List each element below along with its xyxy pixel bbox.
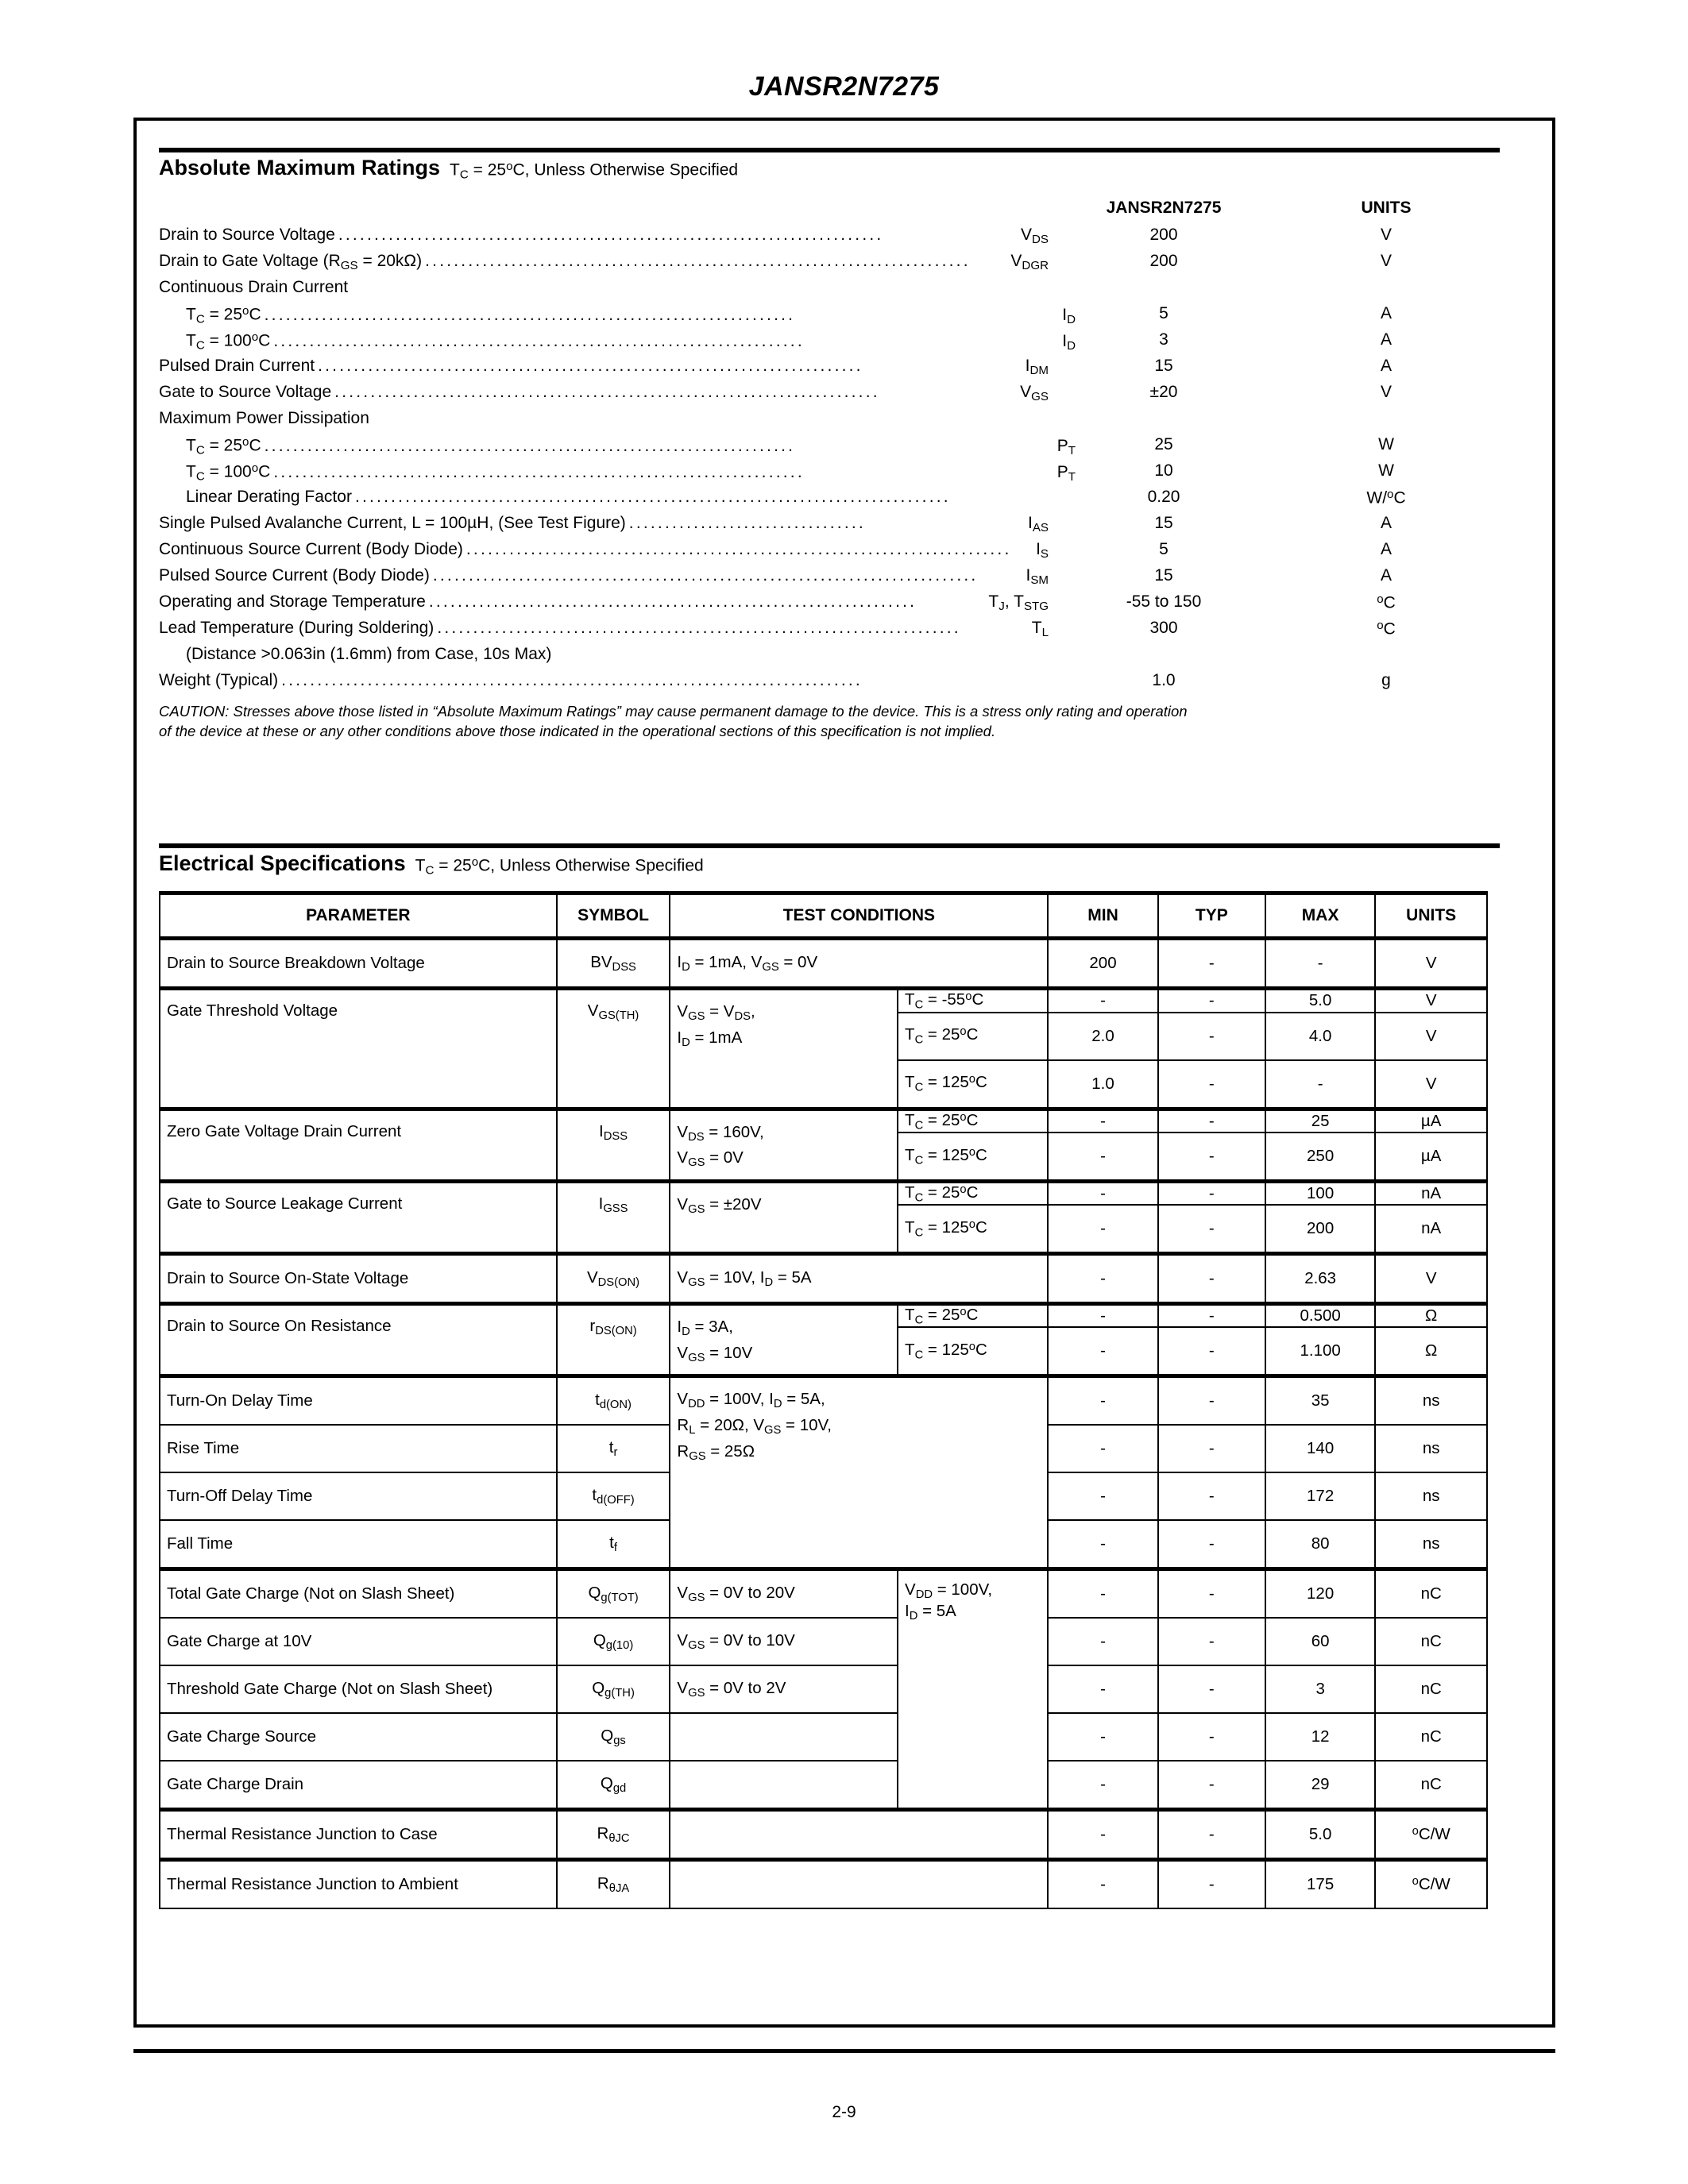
- row-parameter: Thermal Resistance Junction to Ambient: [160, 1860, 557, 1909]
- row-min: -: [1048, 1810, 1157, 1860]
- row-min: 2.0: [1048, 1013, 1157, 1060]
- row-temp-condition: $V_{DD} = 100V$, $I_D = 5A$: [898, 1569, 1048, 1810]
- rating-group-label: [159, 409, 1533, 435]
- row-unit: nC: [1375, 1569, 1487, 1619]
- caution-note: [159, 702, 1509, 741]
- caution-line-1: CAUTION: Stresses above those listed in “Absolute Maximum Ratings” may cause permanent damage to the device. This is a stress only rating and operation: [159, 703, 1188, 720]
- dot-leader: ............................................................................: [465, 541, 1012, 558]
- table-row: [160, 1569, 1487, 1619]
- row-max: 5.0: [1265, 1810, 1375, 1860]
- row-max: 25: [1265, 1109, 1375, 1133]
- row-min: 200: [1048, 939, 1157, 989]
- row-typ: -: [1158, 939, 1265, 989]
- rating-unit: $^o$C: [1377, 592, 1396, 612]
- row-max: 140: [1265, 1425, 1375, 1472]
- row-unit: nC: [1375, 1665, 1487, 1713]
- row-max: 200: [1265, 1205, 1375, 1254]
- rating-label: Operating and Storage Temperature: [159, 592, 426, 612]
- row-max: -: [1265, 1060, 1375, 1109]
- row-typ: -: [1158, 1304, 1265, 1328]
- rating-value: 15: [1154, 566, 1173, 585]
- row-max: 1.100: [1265, 1327, 1375, 1376]
- row-typ: -: [1158, 1327, 1265, 1376]
- row-condition: [670, 1810, 1048, 1860]
- col-parameter: PARAMETER: [160, 893, 557, 939]
- table-row: [160, 939, 1487, 989]
- rating-unit: V: [1380, 383, 1392, 402]
- row-min: -: [1048, 1376, 1157, 1426]
- table-row: [160, 1304, 1487, 1328]
- dot-leader: ..........................................................................: [264, 437, 796, 454]
- row-max: 80: [1265, 1520, 1375, 1569]
- row-condition: $V_{GS} = 0V$ to 10V: [670, 1618, 898, 1665]
- rating-label: Gate to Source Voltage: [159, 383, 332, 402]
- row-parameter: Thermal Resistance Junction to Case: [160, 1810, 557, 1860]
- row-condition: [670, 1761, 898, 1810]
- rating-value: 15: [1154, 357, 1173, 376]
- dot-leader: ..........................................................................: [273, 463, 805, 480]
- rating-row: [159, 592, 1533, 619]
- amr-heading-condition: $T_C = 25^oC$, Unless Otherwise Specified: [450, 159, 739, 182]
- rating-group-label: [159, 278, 1533, 304]
- row-condition: $V_{GS} = \pm 20V$: [670, 1181, 898, 1253]
- rating-symbol: $I_{SM}$: [1026, 566, 1049, 588]
- row-parameter: Rise Time: [160, 1425, 557, 1472]
- rating-row: [159, 252, 1533, 278]
- rating-unit: A: [1380, 357, 1392, 376]
- section-divider: [159, 148, 1500, 152]
- rating-label: Linear Derating Factor: [186, 488, 352, 507]
- row-typ: -: [1158, 1254, 1265, 1304]
- rating-symbol: $T_L$: [1031, 619, 1049, 640]
- row-unit: Ω: [1375, 1327, 1487, 1376]
- row-unit: V: [1375, 1013, 1487, 1060]
- row-max: 5.0: [1265, 989, 1375, 1013]
- row-unit: Ω: [1375, 1304, 1487, 1328]
- row-symbol: $I_{GSS}$: [557, 1181, 670, 1253]
- row-temp-condition: $T_C = 25^oC$: [898, 1109, 1048, 1133]
- row-min: -: [1048, 1205, 1157, 1254]
- table-row: [160, 1860, 1487, 1909]
- rating-label: Drain to Source Voltage: [159, 226, 335, 245]
- rating-value: 3: [1159, 330, 1168, 349]
- row-min: -: [1048, 1254, 1157, 1304]
- section-divider: [159, 843, 1500, 848]
- rating-row: [159, 488, 1533, 514]
- row-condition: $V_{GS} = 0V$ to 2V: [670, 1665, 898, 1713]
- rating-label: Continuous Drain Current: [159, 278, 349, 297]
- col-test-conditions: TEST CONDITIONS: [670, 893, 1048, 939]
- row-min: -: [1048, 1569, 1157, 1619]
- table-header-row: [160, 893, 1487, 939]
- row-typ: -: [1158, 1133, 1265, 1182]
- row-temp-condition: $T_C = -55^oC$: [898, 989, 1048, 1013]
- col-min: MIN: [1048, 893, 1157, 939]
- row-min: -: [1048, 1472, 1157, 1520]
- row-typ: -: [1158, 1520, 1265, 1569]
- dot-leader: ............................................................................: [432, 567, 979, 585]
- rating-label: Lead Temperature (During Soldering): [159, 619, 435, 638]
- rating-note: [159, 645, 1533, 671]
- rating-unit: W: [1378, 435, 1394, 454]
- row-symbol: $V_{GS(TH)}$: [557, 989, 670, 1109]
- rating-value: 15: [1154, 514, 1173, 533]
- rating-unit: W/$^o$C: [1366, 488, 1406, 507]
- row-parameter: Total Gate Charge (Not on Slash Sheet): [160, 1569, 557, 1619]
- row-temp-condition: $T_C = 25^oC$: [898, 1013, 1048, 1060]
- row-parameter: Turn-Off Delay Time: [160, 1472, 557, 1520]
- page-title: JANSR2N7275: [748, 71, 940, 102]
- row-temp-condition: $T_C = 125^oC$: [898, 1327, 1048, 1376]
- row-condition: $V_{GS} = 0V$ to 20V: [670, 1569, 898, 1619]
- row-typ: -: [1158, 989, 1265, 1013]
- row-unit: $^o$C/W: [1375, 1810, 1487, 1860]
- row-unit: nC: [1375, 1618, 1487, 1665]
- row-typ: -: [1158, 1109, 1265, 1133]
- row-condition: [670, 1860, 1048, 1909]
- rating-value: ±20: [1149, 383, 1178, 402]
- table-row: [160, 1810, 1487, 1860]
- row-typ: -: [1158, 1810, 1265, 1860]
- rating-row: [159, 383, 1533, 409]
- dot-leader: ............................................................................: [334, 384, 880, 401]
- row-symbol: $t_{d(OFF)}$: [557, 1472, 670, 1520]
- rating-row: [159, 461, 1533, 488]
- row-max: 120: [1265, 1569, 1375, 1619]
- rating-symbol: $I_{DM}$: [1025, 357, 1049, 378]
- espec-heading-text: Electrical Specifications: [159, 851, 406, 875]
- rating-label: $T_C = 25^oC$: [186, 435, 261, 457]
- rating-row: [159, 304, 1533, 330]
- row-unit: V: [1375, 1254, 1487, 1304]
- amr-heading: [159, 156, 1533, 181]
- row-temp-condition: $T_C = 125^oC$: [898, 1205, 1048, 1254]
- row-parameter: Turn-On Delay Time: [160, 1376, 557, 1426]
- amr-heading-text: Absolute Maximum Ratings: [159, 156, 441, 179]
- rating-row: [159, 226, 1533, 252]
- table-row: [160, 1665, 1487, 1713]
- rating-symbol: $V_{DS}$: [1020, 226, 1049, 247]
- row-max: 29: [1265, 1761, 1375, 1810]
- row-typ: -: [1158, 1425, 1265, 1472]
- row-parameter: Threshold Gate Charge (Not on Slash Sheet): [160, 1665, 557, 1713]
- row-max: -: [1265, 939, 1375, 989]
- row-condition: $V_{GS} = V_{DS}$, $I_D = 1mA$: [670, 989, 898, 1109]
- row-typ: -: [1158, 1060, 1265, 1109]
- row-symbol: $t_r$: [557, 1425, 670, 1472]
- rating-symbol: $I_{AS}$: [1028, 514, 1049, 535]
- table-row: [160, 1376, 1487, 1426]
- row-max: 2.63: [1265, 1254, 1375, 1304]
- row-unit: nC: [1375, 1713, 1487, 1761]
- row-symbol: $I_{DSS}$: [557, 1109, 670, 1181]
- rating-unit: A: [1380, 330, 1392, 349]
- row-typ: -: [1158, 1713, 1265, 1761]
- row-typ: -: [1158, 1665, 1265, 1713]
- rating-label: $T_C = 25^oC$: [186, 304, 261, 326]
- row-unit: ns: [1375, 1472, 1487, 1520]
- row-max: 100: [1265, 1181, 1375, 1205]
- row-symbol: $V_{DS(ON)}$: [557, 1254, 670, 1304]
- rating-value: 5: [1159, 304, 1168, 323]
- dot-leader: .................................: [628, 515, 866, 532]
- amr-column-headers: [159, 199, 1533, 226]
- dot-leader: ....................................................................: [428, 593, 917, 611]
- row-parameter: Gate to Source Leakage Current: [160, 1181, 557, 1253]
- row-temp-condition: $T_C = 25^oC$: [898, 1304, 1048, 1328]
- rating-row: [159, 540, 1533, 566]
- row-parameter: Gate Charge Drain: [160, 1761, 557, 1810]
- row-temp-condition: $T_C = 125^oC$: [898, 1060, 1048, 1109]
- row-min: -: [1048, 1181, 1157, 1205]
- row-typ: -: [1158, 1376, 1265, 1426]
- rating-unit: V: [1380, 252, 1392, 271]
- rating-symbol: $I_S$: [1036, 540, 1049, 561]
- row-unit: µA: [1375, 1133, 1487, 1182]
- absolute-maximum-ratings-section: [159, 148, 1533, 741]
- rating-label: Pulsed Source Current (Body Diode): [159, 566, 430, 585]
- row-min: -: [1048, 1713, 1157, 1761]
- dot-leader: ..........................................................................: [273, 332, 805, 349]
- espec-heading-condition: $T_C = 25^oC$, Unless Otherwise Specified: [415, 855, 704, 878]
- row-parameter: Gate Threshold Voltage: [160, 989, 557, 1109]
- caution-line-2: of the device at these or any other conditions above those indicated in the operational sections of this specification is not implied.: [159, 722, 996, 739]
- row-symbol: $Q_{gd}$: [557, 1761, 670, 1810]
- row-max: 35: [1265, 1376, 1375, 1426]
- rating-value: -55 to 150: [1126, 592, 1202, 612]
- row-typ: -: [1158, 1761, 1265, 1810]
- dot-leader: ............................................................................: [318, 357, 863, 375]
- row-temp-condition: $T_C = 125^oC$: [898, 1133, 1048, 1182]
- row-symbol: $BV_{DSS}$: [557, 939, 670, 989]
- rating-label: (Distance >0.063in (1.6mm) from Case, 10s Max): [186, 645, 552, 664]
- rating-value: 5: [1159, 540, 1168, 559]
- row-symbol: $Q_{g(TOT)}$: [557, 1569, 670, 1619]
- rating-value: 300: [1149, 619, 1178, 638]
- rating-row: [159, 671, 1533, 697]
- row-min: -: [1048, 1761, 1157, 1810]
- table-row: [160, 1618, 1487, 1665]
- rating-value: 0.20: [1147, 488, 1180, 507]
- row-condition: $V_{DS} = 160V$, $V_{GS} = 0V$: [670, 1109, 898, 1181]
- rating-label: Drain to Gate Voltage $(R_{GS} = 20k\Omega)$: [159, 252, 423, 273]
- col-typ: TYP: [1158, 893, 1265, 939]
- row-min: -: [1048, 1109, 1157, 1133]
- table-row: [160, 1254, 1487, 1304]
- row-symbol: $r_{DS(ON)}$: [557, 1304, 670, 1376]
- row-typ: -: [1158, 1860, 1265, 1909]
- row-unit: nC: [1375, 1761, 1487, 1810]
- amr-col-part: JANSR2N7275: [1106, 199, 1222, 218]
- rating-row: [159, 357, 1533, 383]
- rating-row: [159, 514, 1533, 540]
- dot-leader: ...................................................................................: [354, 488, 951, 506]
- row-parameter: Drain to Source On Resistance: [160, 1304, 557, 1376]
- row-max: 172: [1265, 1472, 1375, 1520]
- row-temp-condition: $T_C = 25^oC$: [898, 1181, 1048, 1205]
- rating-symbol: $V_{GS}$: [1020, 383, 1049, 404]
- row-symbol: $t_f$: [557, 1520, 670, 1569]
- rating-unit: A: [1380, 540, 1392, 559]
- rating-unit: W: [1378, 461, 1394, 480]
- row-symbol: $Q_{gs}$: [557, 1713, 670, 1761]
- amr-col-units: UNITS: [1361, 199, 1412, 218]
- footer-divider: [133, 2049, 1555, 2053]
- row-unit: µA: [1375, 1109, 1487, 1133]
- rating-unit: V: [1380, 226, 1392, 245]
- dot-leader: ............................................................................: [425, 253, 971, 270]
- rating-label: $T_C = 100^oC$: [186, 461, 271, 484]
- table-row: [160, 1713, 1487, 1761]
- row-parameter: Fall Time: [160, 1520, 557, 1569]
- row-typ: -: [1158, 1181, 1265, 1205]
- rating-value: 25: [1154, 435, 1173, 454]
- row-min: 1.0: [1048, 1060, 1157, 1109]
- dot-leader: ............................................................................: [338, 226, 884, 244]
- rating-label: Pulsed Drain Current: [159, 357, 315, 376]
- row-unit: ns: [1375, 1425, 1487, 1472]
- row-symbol: $Q_{g(10)}$: [557, 1618, 670, 1665]
- espec-heading: [159, 851, 1533, 877]
- row-parameter: Zero Gate Voltage Drain Current: [160, 1109, 557, 1181]
- row-parameter: Drain to Source On-State Voltage: [160, 1254, 557, 1304]
- row-unit: ns: [1375, 1376, 1487, 1426]
- row-condition: $V_{DD} = 100V$, $I_D = 5A$, $R_L = 20\Omega$, $V_{GS} = 10V$, $R_{GS} = 25\Omega$: [670, 1376, 1048, 1569]
- rating-row: [159, 619, 1533, 645]
- row-max: 60: [1265, 1618, 1375, 1665]
- rating-symbol: $V_{DGR}$: [1010, 252, 1049, 273]
- row-symbol: $R_{\theta JA}$: [557, 1860, 670, 1909]
- row-max: 3: [1265, 1665, 1375, 1713]
- row-typ: -: [1158, 1569, 1265, 1619]
- row-condition: $V_{GS} = 10V$, $I_D = 5A$: [670, 1254, 1048, 1304]
- row-max: 175: [1265, 1860, 1375, 1909]
- row-min: -: [1048, 1860, 1157, 1909]
- row-symbol: $t_{d(ON)}$: [557, 1376, 670, 1426]
- rating-unit: $^o$C: [1377, 619, 1396, 639]
- electrical-specifications-section: [159, 843, 1533, 1909]
- row-unit: V: [1375, 1060, 1487, 1109]
- rating-symbol: $P_T$: [1056, 462, 1076, 484]
- rating-label: Weight (Typical): [159, 671, 279, 690]
- rating-symbol: $T_J$, $T_{STG}$: [988, 592, 1049, 614]
- row-max: 4.0: [1265, 1013, 1375, 1060]
- rating-unit: g: [1381, 671, 1391, 690]
- row-typ: -: [1158, 1618, 1265, 1665]
- row-parameter: Gate Charge at 10V: [160, 1618, 557, 1665]
- rating-symbol: $I_D$: [1062, 305, 1076, 326]
- rating-row: [159, 330, 1533, 357]
- page-number: 2-9: [832, 2103, 856, 2121]
- row-condition: $I_D = 1mA$, $V_{GS} = 0V$: [670, 939, 1048, 989]
- table-row: [160, 1109, 1487, 1133]
- table-row: [160, 1181, 1487, 1205]
- row-min: -: [1048, 1618, 1157, 1665]
- col-symbol: SYMBOL: [557, 893, 670, 939]
- electrical-specs-table: [159, 891, 1488, 1909]
- row-max: 0.500: [1265, 1304, 1375, 1328]
- table-row: [160, 989, 1487, 1013]
- col-units: UNITS: [1375, 893, 1487, 939]
- row-unit: ns: [1375, 1520, 1487, 1569]
- rating-unit: A: [1380, 304, 1392, 323]
- rating-row: [159, 435, 1533, 461]
- rating-symbol: $P_T$: [1056, 436, 1076, 457]
- rating-label: $T_C = 100^oC$: [186, 330, 271, 353]
- row-min: -: [1048, 1425, 1157, 1472]
- row-parameter: Drain to Source Breakdown Voltage: [160, 939, 557, 989]
- rating-value: 200: [1149, 252, 1178, 271]
- dot-leader: .................................................................................: [281, 672, 863, 689]
- rating-label: Maximum Power Dissipation: [159, 409, 369, 428]
- dot-leader: .........................................................................: [437, 619, 961, 637]
- rating-unit: A: [1380, 514, 1392, 533]
- rating-unit: A: [1380, 566, 1392, 585]
- rating-value: 200: [1149, 226, 1178, 245]
- table-row: [160, 1761, 1487, 1810]
- row-min: -: [1048, 1133, 1157, 1182]
- row-max: 12: [1265, 1713, 1375, 1761]
- row-symbol: $R_{\theta JC}$: [557, 1810, 670, 1860]
- row-unit: V: [1375, 989, 1487, 1013]
- row-min: -: [1048, 1520, 1157, 1569]
- row-parameter: Gate Charge Source: [160, 1713, 557, 1761]
- row-min: -: [1048, 1304, 1157, 1328]
- row-unit: nA: [1375, 1205, 1487, 1254]
- rating-label: Continuous Source Current (Body Diode): [159, 540, 463, 559]
- row-typ: -: [1158, 1472, 1265, 1520]
- dot-leader: ..........................................................................: [264, 306, 796, 323]
- row-symbol: $Q_{g(TH)}$: [557, 1665, 670, 1713]
- row-typ: -: [1158, 1013, 1265, 1060]
- rating-label: Single Pulsed Avalanche Current, L = 100µH, (See Test Figure): [159, 514, 626, 533]
- rating-row: [159, 566, 1533, 592]
- row-max: 250: [1265, 1133, 1375, 1182]
- row-unit: $^o$C/W: [1375, 1860, 1487, 1909]
- row-min: -: [1048, 1327, 1157, 1376]
- row-condition: $I_D = 3A$, $V_{GS} = 10V$: [670, 1304, 898, 1376]
- row-condition: [670, 1713, 898, 1761]
- rating-symbol: $I_D$: [1062, 331, 1076, 353]
- col-max: MAX: [1265, 893, 1375, 939]
- rating-value: 1.0: [1152, 671, 1176, 690]
- row-typ: -: [1158, 1205, 1265, 1254]
- rating-value: 10: [1154, 461, 1173, 480]
- row-unit: nA: [1375, 1181, 1487, 1205]
- row-min: -: [1048, 1665, 1157, 1713]
- row-unit: V: [1375, 939, 1487, 989]
- row-min: -: [1048, 989, 1157, 1013]
